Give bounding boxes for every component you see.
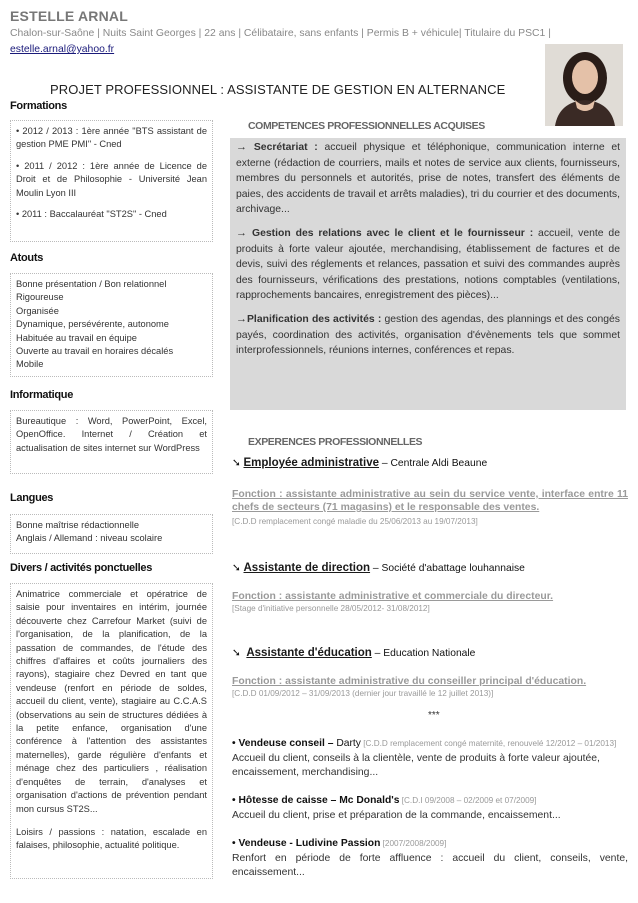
- competence-text: gestion des agendas, des plannings et des congés payés, coordination des activités, organisation d'évènements tels que sommet interprofessionnels, réunions internes, conférences et repas.: [236, 313, 620, 357]
- right-arrow-icon: →: [236, 141, 254, 153]
- other-job-title: • Vendeuse conseil –: [232, 738, 334, 749]
- competence-title: Secrétariat :: [253, 142, 318, 153]
- experiences-heading: EXPERENCES PROFESSIONNELLES: [248, 436, 423, 448]
- langues-box: [10, 514, 213, 554]
- formations-box: [10, 120, 213, 242]
- competences-box: [230, 138, 626, 410]
- project-title: PROJET PROFESSIONNEL : ASSISTANTE DE GESTION EN ALTERNANCE: [50, 82, 506, 97]
- formation-item: • 2011 : Baccalauréat "ST2S" - Cned: [16, 209, 167, 220]
- competence-title: Planification des activités :: [247, 313, 382, 325]
- right-arrow-icon: →: [236, 226, 253, 239]
- other-job-header: [232, 795, 536, 806]
- atout-item: Ouverte au travail en horaires décalés: [16, 346, 174, 357]
- job-header: [232, 457, 487, 469]
- other-job-text: Accueil du client, prise et préparation de la commande, encaissement...: [232, 810, 561, 821]
- separator-stars: ***: [428, 710, 440, 721]
- divers-heading: Divers / activités ponctuelles: [10, 562, 153, 574]
- job-fonction: Fonction : assistante administrative et commerciale du directeur.: [232, 591, 554, 602]
- atouts-heading: Atouts: [10, 252, 44, 264]
- other-job-title: • Vendeuse - Ludivine Passion: [232, 838, 381, 849]
- competence-text: accueil, vente de produits à forte valeur ajoutée, merchandising, établissement de factures et de devis, suivi des réglements et relances, passation et suivi des commandes auprès des fournisseurs, vérifications des prestations, notions comptables (ventilations, rapprochements bancaires, enregistrement des pièces)...: [236, 227, 620, 302]
- other-job-note: [2007/2008/2009]: [380, 839, 447, 848]
- job-company: – Centrale Aldi Beaune: [379, 458, 488, 469]
- other-job-text: Renfort en période de forte affluence : accueil du client, conseils, vente, encaissement...: [232, 853, 628, 878]
- competence-item: [236, 226, 620, 304]
- divers-activities-text: Animatrice commerciale et opératrice de saisie pour inventaires en intérim, journée découverte chez Carrefour Market (suivi de l'organisation, de la planification, de la passation de commandes, de l'étude des chiffres d'affaires et coûts journaliers des rayons), stagiaire chez Devred en tant que vendeuse (renfort en période de soldes, accueil du client, vente), stagiaire au C.C.A.S (observations au sein de structures dédiées à la petite enfance, organisation d'une conférence à l'attention des assistantes maternelles), garde régulière d'enfants et ménage chez des particuliers , réalisation d'enquêtes de terrain, d'analyses et organisation d'actions de prévention pendant mon cursus ST2S...: [16, 589, 207, 814]
- other-job-text: Accueil du client, conseils à la clientèle, vente de produits à forte valeur ajoutée, encaissement, merchandising...: [232, 753, 600, 778]
- profile-photo: [545, 44, 623, 126]
- langue-item: Bonne maîtrise rédactionnelle: [16, 520, 139, 530]
- candidate-info: Chalon-sur-Saône | Nuits Saint Georges | 22 ans | Célibataire, sans enfants | Permis B + véhicule| Titulaire du PSC1 |: [10, 28, 551, 39]
- right-arrow-icon: →: [236, 312, 247, 325]
- candidate-email-link[interactable]: estelle.arnal@yahoo.fr: [10, 44, 115, 55]
- job-fonction: Fonction : assistante administrative du conseiller principal d'éducation.: [232, 676, 587, 687]
- langues-heading: Langues: [10, 492, 54, 504]
- south-east-arrow-icon: ➘: [232, 563, 244, 574]
- atout-item: Mobile: [16, 359, 44, 370]
- atout-item: Habituée au travail en équipe: [16, 332, 137, 343]
- informatique-heading: Informatique: [10, 389, 74, 401]
- job-header: [232, 647, 475, 659]
- atout-item: Organisée: [16, 305, 59, 316]
- atout-item: Bonne présentation / Bon relationnel: [16, 279, 167, 289]
- candidate-name: ESTELLE ARNAL: [10, 8, 128, 24]
- other-job-title: • Hôtesse de caisse – Mc Donald's: [232, 795, 400, 806]
- south-east-arrow-icon: ➘: [232, 648, 247, 659]
- job-company: – Education Nationale: [371, 648, 476, 659]
- other-job-company: Darty: [333, 738, 361, 749]
- job-fonction: Fonction : assistante administrative au sein du service vente, interface entre 11 chefs de secteurs (71 magasins) et le responsable des ventes.: [232, 489, 628, 513]
- competence-text: accueil physique et téléphonique, communication interne et externe (rédaction de courriers, mails et notes de service aux clients, fournisseurs, membres du personnels et autorités, prise de notes, transfert des éléments de paies, des accidents de travail et arrêts maladies), tri du courrier et des documents, archivage...: [236, 142, 620, 216]
- job-contract: [C.D.D remplacement congé maladie du 25/06/2013 au 19/07/2013]: [232, 517, 478, 526]
- competence-item: [236, 312, 620, 359]
- job-title: Employée administrative: [243, 457, 379, 469]
- job-title: Assistante d'éducation: [246, 647, 372, 659]
- atouts-box: [10, 273, 213, 377]
- atout-item: Dynamique, persévérente, autonome: [16, 319, 169, 330]
- other-job-header: [232, 738, 616, 749]
- other-job-note: [C.D.D remplacement congé maternité, renouvelé 12/2012 – 01/2013]: [360, 739, 617, 748]
- formation-item: • 2011 / 2012 : 1ère année de Licence de Droit et de Philosophie - Université Jean Moulin Lyon III: [16, 160, 207, 198]
- atout-item: Rigoureuse: [16, 292, 64, 303]
- informatique-box: [10, 410, 213, 474]
- job-contract: [Stage d'initiative personnelle 28/05/2012- 31/08/2012]: [232, 604, 430, 613]
- other-job-note: [C.D.I 09/2008 – 02/2009 et 07/2009]: [399, 796, 537, 805]
- formation-item: • 2012 / 2013 : 1ère année "BTS assistant de gestion PME PMI" - Cned: [16, 126, 207, 150]
- competence-item: [236, 140, 620, 218]
- informatique-text: Bureautique : Word, PowerPoint, Excel, OpenOffice. Internet / Création et actualisation de sites internet sur WordPress: [16, 416, 207, 453]
- divers-box: [10, 583, 213, 879]
- other-job-header: [232, 838, 446, 849]
- competence-title: Gestion des relations avec le client et le fournisseur :: [252, 227, 534, 239]
- job-title: Assistante de direction: [243, 562, 371, 574]
- job-header: [232, 562, 525, 574]
- job-contract: [C.D.D 01/09/2012 – 31/09/2013 (dernier jour travaillé le 12 juillet 2013)]: [232, 689, 494, 698]
- competences-heading: COMPETENCES PROFESSIONNELLES ACQUISES: [248, 120, 485, 132]
- divers-loisirs-text: Loisirs / passions : natation, escalade en falaises, philosophie, actualité politique.: [16, 826, 207, 851]
- job-company: – Société d'abattage louhannaise: [370, 563, 525, 574]
- formations-heading: Formations: [10, 100, 67, 112]
- south-east-arrow-icon: ➘: [232, 458, 244, 469]
- langue-item: Anglais / Allemand : niveau scolaire: [16, 533, 163, 544]
